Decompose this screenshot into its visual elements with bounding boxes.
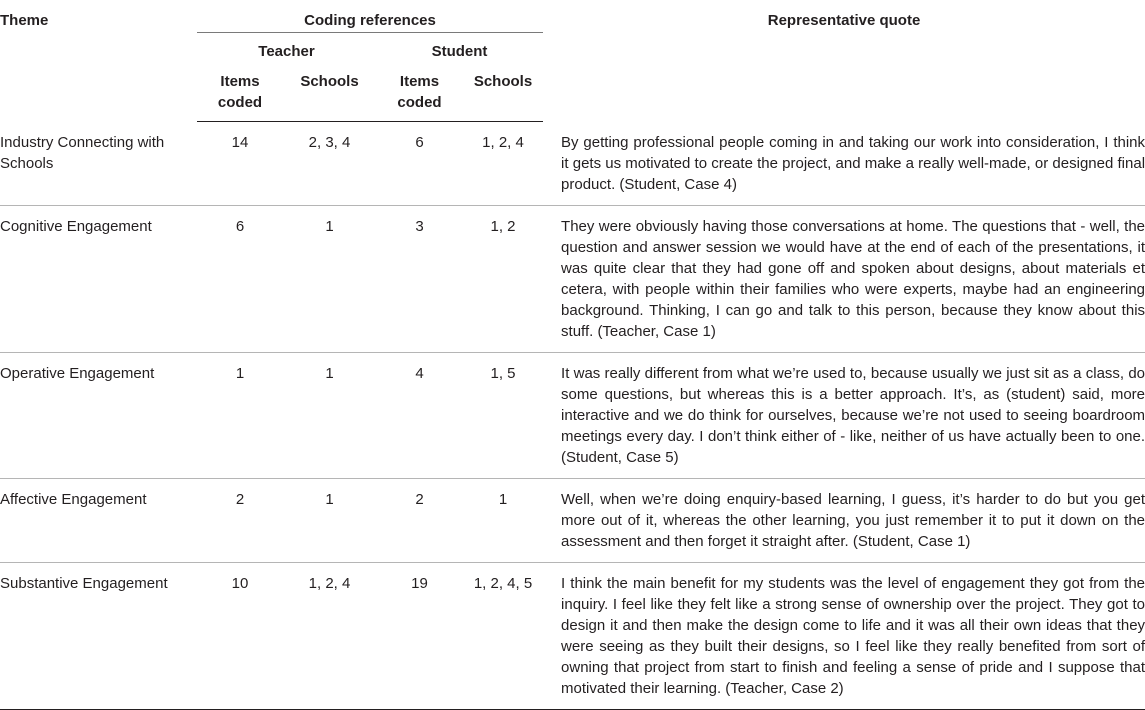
teacher-items-cell: 2 <box>197 478 283 562</box>
student-items-cell: 4 <box>376 352 463 478</box>
table-row <box>0 205 1145 352</box>
quote-cell: It was really different from what we’re used to, because usually we just sit as a class, do some questions, but whereas this is a better approach. It’s, as (student) said, more interactive and we do think for ourselves, because we’re not used to seeing boardroom meetings every day. I don’t think either of - like, neither of us have actually been to one. (Student, Case 5) <box>543 352 1145 478</box>
teacher-schools-cell: 1 <box>283 478 376 562</box>
student-schools-cell: 1, 2, 4, 5 <box>463 562 543 709</box>
quote-cell: Well, when we’re doing enquiry-based learning, I guess, it’s harder to do but you get more out of it, whereas the other learning, you just remember it to put it down on the assessment and then forget it straight after. (Student, Case 1) <box>543 478 1145 562</box>
student-schools-cell: 1, 2 <box>463 205 543 352</box>
theme-cell: Cognitive Engagement <box>0 205 197 352</box>
header-teacher: Teacher <box>258 43 315 60</box>
header-student: Student <box>431 43 488 60</box>
student-items-cell: 6 <box>376 122 463 206</box>
teacher-items-cell: 1 <box>197 352 283 478</box>
header-student-items-coded: Items coded <box>376 63 463 122</box>
header-theme: Theme <box>0 12 49 29</box>
teacher-schools-cell: 1 <box>283 352 376 478</box>
header-teacher-items-coded: Items coded <box>197 63 283 122</box>
table-row <box>0 352 1145 478</box>
student-schools-cell: 1, 5 <box>463 352 543 478</box>
teacher-schools-cell: 1, 2, 4 <box>283 562 376 709</box>
student-items-cell: 2 <box>376 478 463 562</box>
theme-cell: Substantive Engagement <box>0 562 197 709</box>
theme-cell: Industry Connecting with Schools <box>0 122 197 206</box>
table-row <box>0 122 1145 206</box>
quote-cell: By getting professional people coming in and taking our work into consideration, I think it gets us motivated to create the project, and make a really well-made, or designed final product. (Student, Case 4) <box>543 122 1145 206</box>
table-row <box>0 478 1145 562</box>
quote-cell: They were obviously having those conversations at home. The questions that - well, the question and answer session we would have at the end of each of the presentations, it was quite clear that they had gone off and spoken about designs, about materials et cetera, with people within their families who were experts, maybe had an engineering background. Thinking, I can go and talk to this person, because they know about this stuff. (Teacher, Case 1) <box>543 205 1145 352</box>
student-schools-cell: 1, 2, 4 <box>463 122 543 206</box>
teacher-schools-cell: 2, 3, 4 <box>283 122 376 206</box>
theme-cell: Operative Engagement <box>0 352 197 478</box>
theme-cell: Affective Engagement <box>0 478 197 562</box>
header-representative-quote: Representative quote <box>767 12 921 29</box>
teacher-items-cell: 14 <box>197 122 283 206</box>
table-row <box>0 562 1145 709</box>
header-coding-references: Coding references <box>197 0 543 33</box>
student-schools-cell: 1 <box>463 478 543 562</box>
student-items-cell: 3 <box>376 205 463 352</box>
student-items-cell: 19 <box>376 562 463 709</box>
header-teacher-schools: Schools <box>283 63 376 122</box>
teacher-items-cell: 6 <box>197 205 283 352</box>
teacher-items-cell: 10 <box>197 562 283 709</box>
teacher-schools-cell: 1 <box>283 205 376 352</box>
quote-cell: I think the main benefit for my students was the level of engagement they got from the inquiry. I feel like they felt like a strong sense of ownership over the project. They got to design it and then make the design come to life and it was all their own ideas that they were seeing as they built their designs, so I feel like they really benefited from sort of owning that project from start to finish and feeling a sense of pride and I suppose that motivated their learning. (Teacher, Case 2) <box>543 562 1145 709</box>
header-student-schools: Schools <box>463 63 543 122</box>
